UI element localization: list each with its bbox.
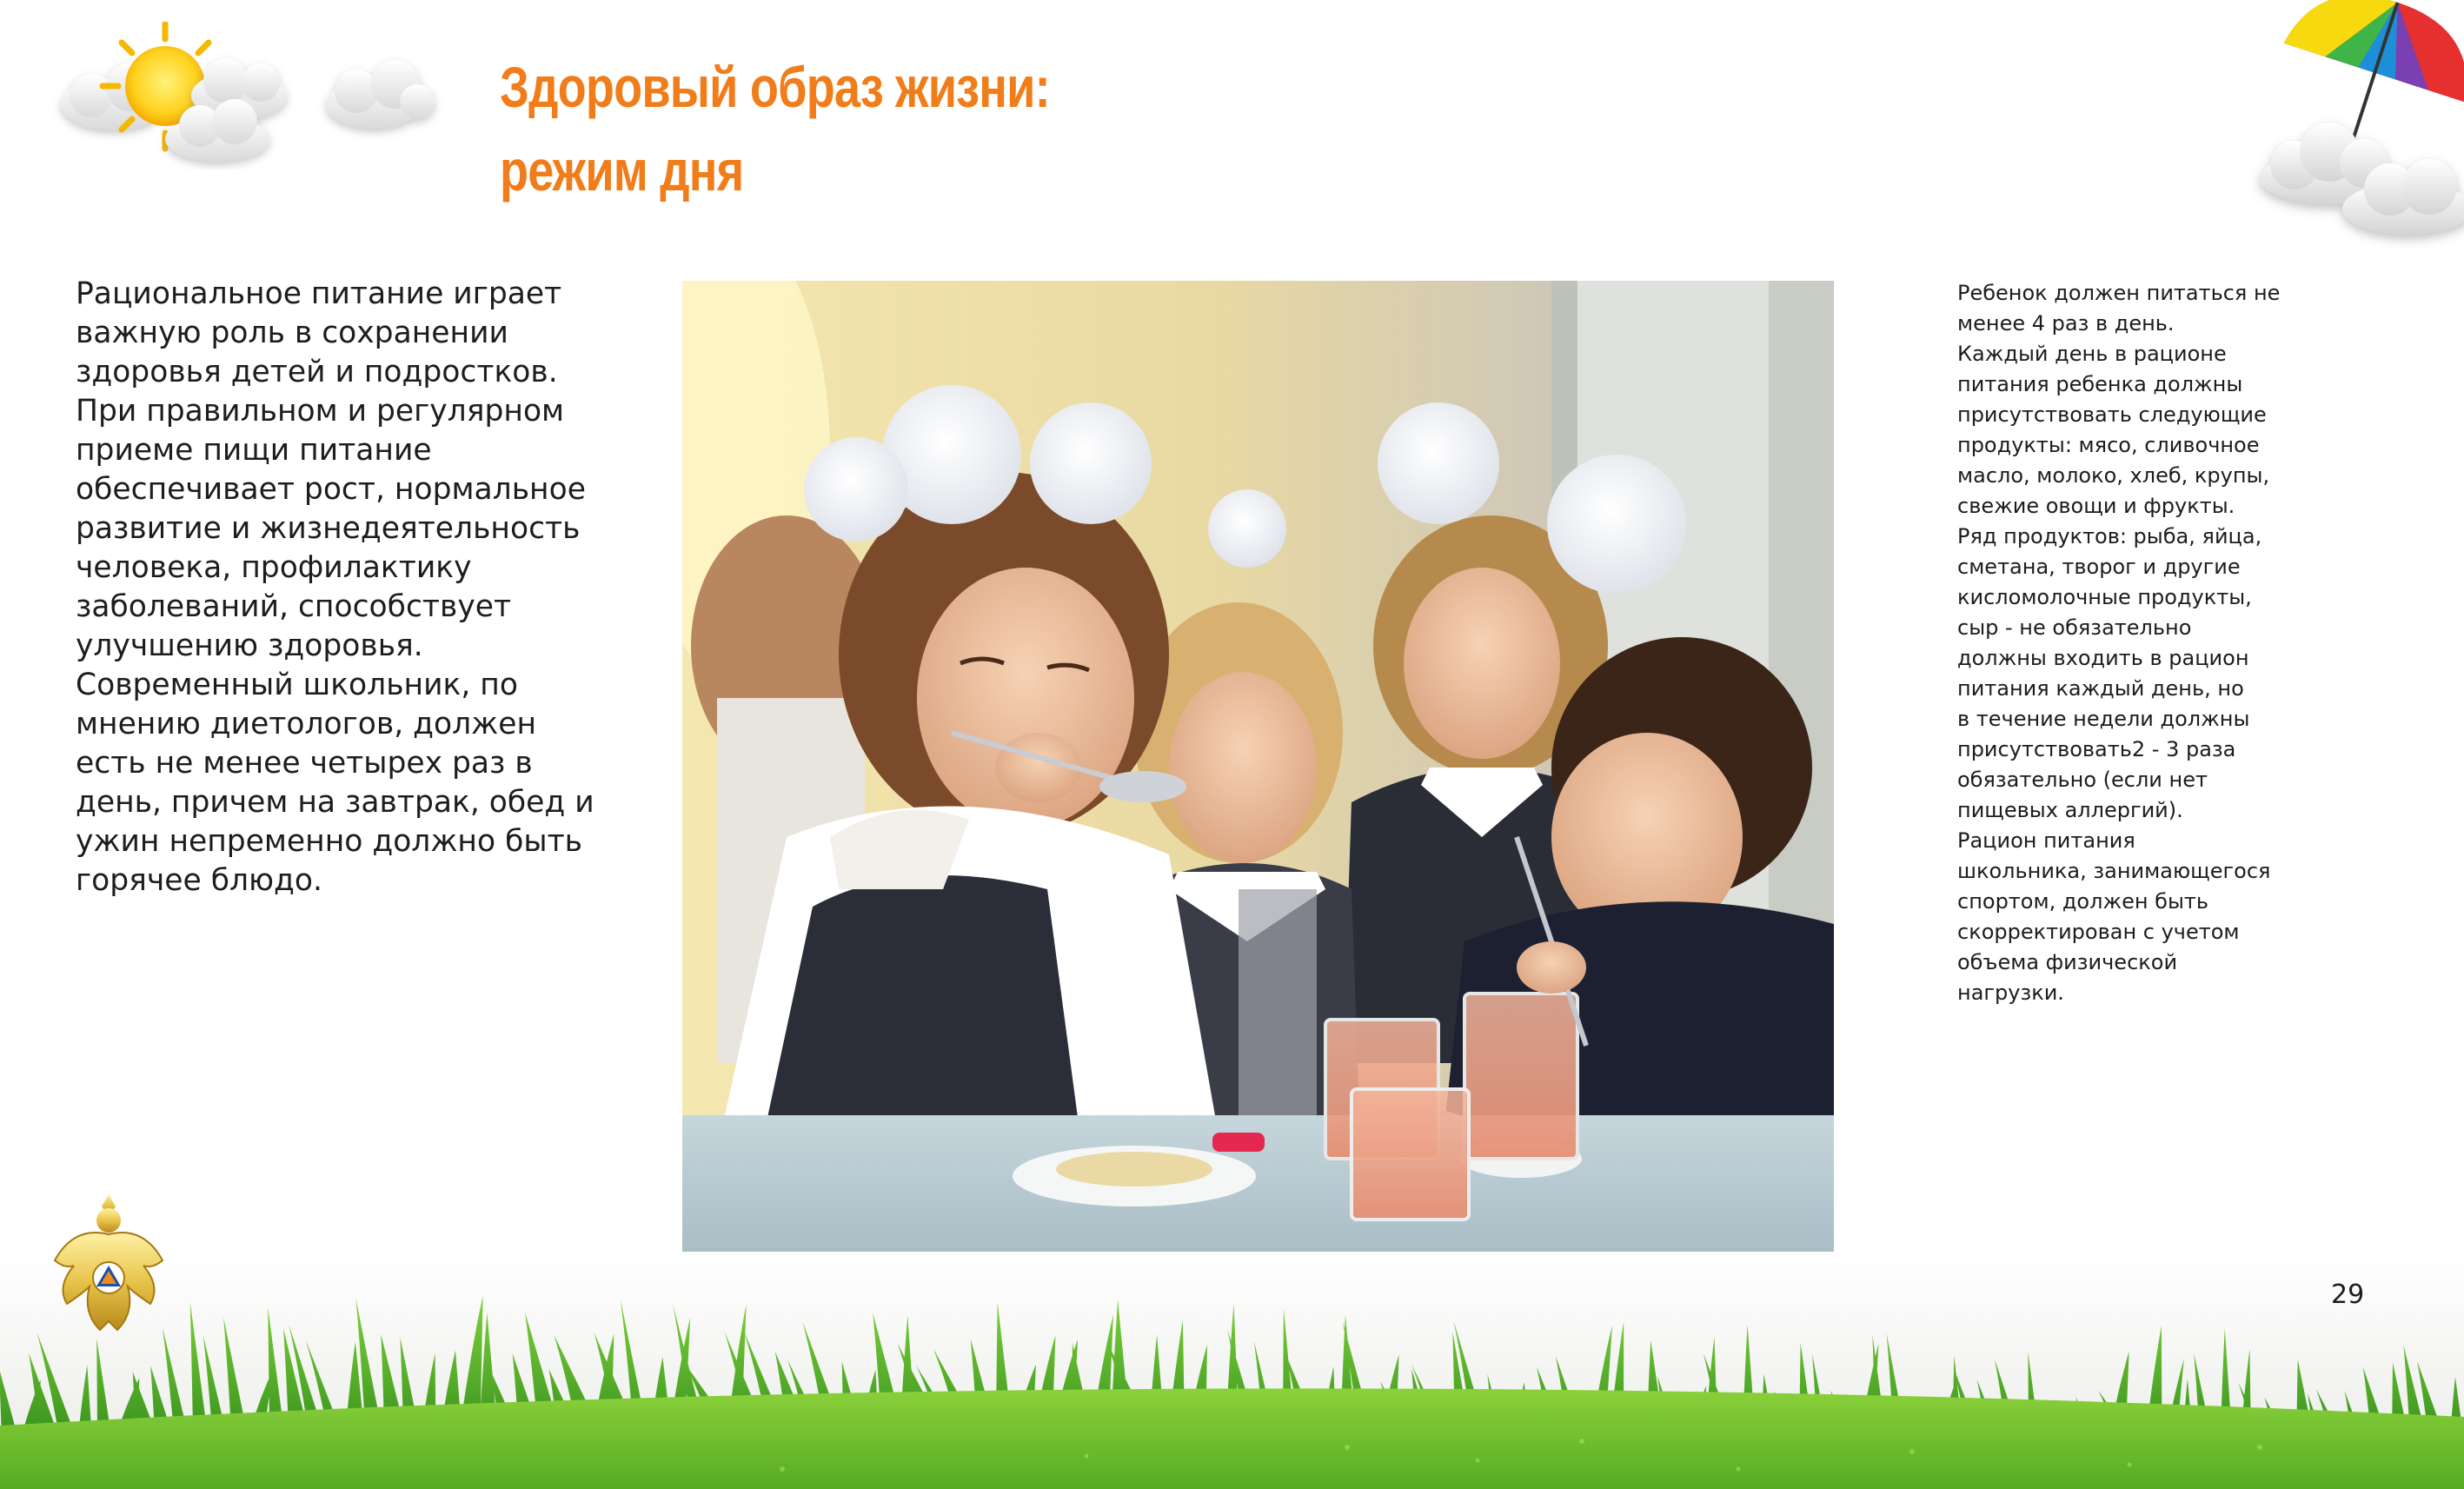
title-line-2: режим дня (500, 138, 744, 203)
left-text-block (76, 275, 606, 901)
left-text-line: При правильном и регулярном (76, 394, 565, 429)
sun-with-clouds-icon (52, 22, 443, 170)
left-text-line: заболеваний, способствует (76, 589, 512, 624)
right-text-line: продукты: мясо, сливочное (1957, 433, 2260, 457)
right-text-line: объема физической (1957, 950, 2178, 974)
left-text-line: день, причем на завтрак, обед и (76, 785, 594, 820)
left-text-line: развитие и жизнедеятельность (76, 511, 581, 546)
left-text-line: ужин непременно должно быть (76, 824, 583, 859)
right-text-line: присутствовать следующие (1957, 402, 2267, 427)
right-text-line: спортом, должен быть (1957, 889, 2209, 914)
right-text-line: питания каждый день, но (1957, 676, 2244, 701)
right-text-line: в течение недели должны (1957, 707, 2250, 731)
left-text-line: горячее блюдо. (76, 863, 322, 898)
right-text-line: сыр - не обязательно (1957, 615, 2192, 640)
left-text-line: обеспечивает рост, нормальное (76, 472, 586, 507)
right-text-line: школьника, занимающегося (1957, 859, 2271, 883)
grass-meadow (0, 1252, 2464, 1489)
right-text-line: свежие овощи и фрукты. (1957, 494, 2235, 518)
page-number: 29 (2331, 1280, 2365, 1310)
right-text-line: Рацион питания (1957, 828, 2135, 853)
right-text-line: кисломолочные продукты, (1957, 585, 2252, 609)
left-text-line: приеме пищи питание (76, 433, 432, 468)
right-text-block (1957, 278, 2288, 1008)
right-text-line: Ряд продуктов: рыба, яйца, (1957, 524, 2262, 548)
left-text-line: Современный школьник, по (76, 668, 518, 702)
title-line-1: Здоровый образ жизни: (500, 55, 1050, 119)
left-text-line: Рациональное питание играет (76, 276, 562, 311)
left-text-line: есть не менее четырех раз в (76, 746, 533, 781)
left-text-line: здоровья детей и подростков. (76, 355, 558, 389)
right-text-line: менее 4 раз в день. (1957, 311, 2175, 336)
right-text-line: питания ребенка должны (1957, 372, 2243, 396)
cloud-icon (2260, 123, 2464, 235)
left-text-line: мнению диетологов, должен (76, 707, 537, 741)
schoolchildren-lunch-photo (682, 281, 1834, 1260)
right-text-line: нагрузки. (1957, 980, 2064, 1005)
right-text-line: сметана, творог и другие (1957, 555, 2241, 579)
right-text-line: обязательно (если нет (1957, 768, 2208, 792)
right-text-line: пищевых аллергий). (1957, 798, 2183, 822)
cloud-icon (326, 60, 435, 129)
left-text-line: улучшению здоровья. (76, 628, 423, 663)
right-text-line: Каждый день в рационе (1957, 342, 2227, 366)
right-text-line: должны входить в рацион (1957, 646, 2249, 670)
left-text-line: важную роль в сохранении (76, 316, 508, 350)
umbrella-with-clouds-icon (2234, 0, 2464, 261)
right-text-line: скорректирован с учетом (1957, 920, 2240, 944)
right-text-line: масло, молоко, хлеб, крупы, (1957, 463, 2270, 488)
page-title (500, 45, 1050, 212)
left-text-line: человека, профилактику (76, 550, 472, 585)
right-text-line: Ребенок должен питаться не (1957, 281, 2281, 305)
right-text-line: присутствовать2 - 3 раза (1957, 737, 2236, 761)
emergency-ministry-emblem-icon (48, 1191, 169, 1343)
